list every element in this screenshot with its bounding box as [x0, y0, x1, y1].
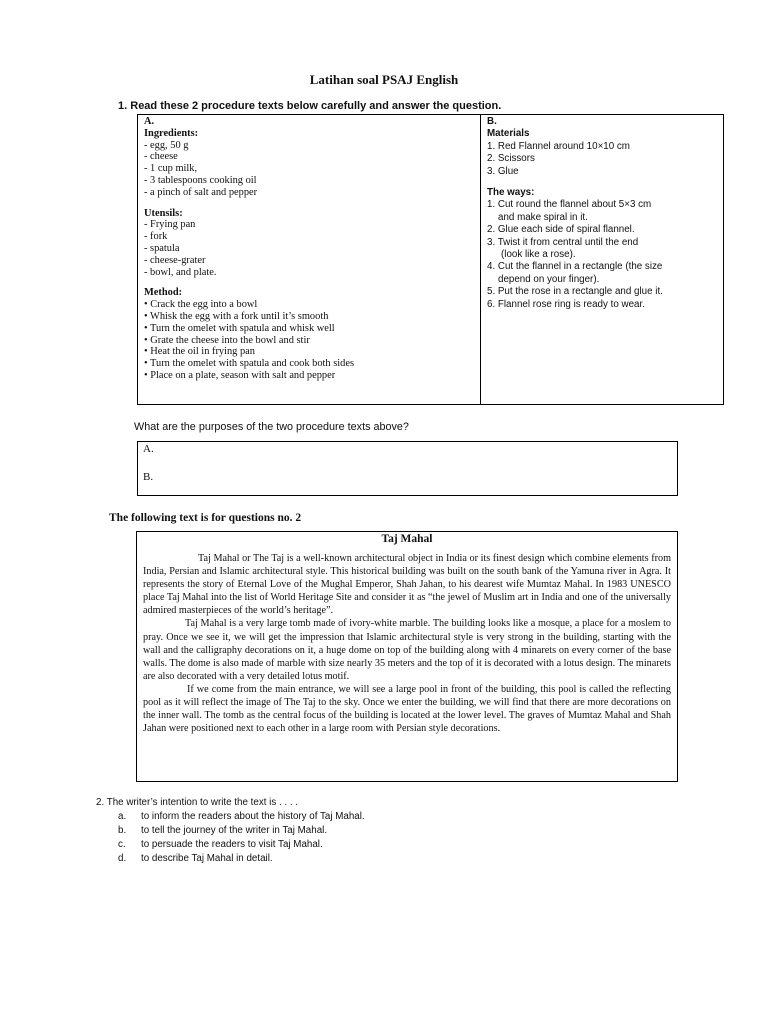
question-1	[118, 100, 501, 112]
reading-paragraph: Taj Mahal or The Taj is a well-known architectural object in India or its finest design which combine elements from India, Persian and Islamic architectural style. This historical building was built on the south bank of the Yamuna river in Agra. It represents the story of Eternal Love of the Mughal Emperor, Shah Jahan, to his dearest wife Mumtaz Mahal. In 1983 UNESCO place Taj Mahal into the list of World Heritage Site and consider it as “the jewel of Muslim art in India and one of the universally admired masterpieces of the world’s heritage”.	[143, 553, 671, 617]
method-step: • Grate the cheese into the bowl and stir	[144, 334, 310, 346]
way-line: 1. Cut round the flannel about 5×3 cm	[487, 199, 652, 211]
utensil-item: - bowl, and plate.	[144, 266, 217, 278]
ingredients-heading: Ingredients:	[144, 127, 199, 139]
way-line: depend on your finger).	[498, 273, 600, 285]
option-letter: b.	[118, 825, 127, 836]
method-list	[144, 299, 475, 382]
option-text: to inform the readers about the history of Taj Mahal.	[141, 811, 365, 822]
text-b-label: B.	[487, 116, 497, 127]
way-line: 4. Cut the flannel in a rectangle (the size	[487, 261, 663, 273]
option-a[interactable]	[96, 810, 365, 824]
utensil-item: - cheese-grater	[144, 254, 206, 266]
ways-heading: The ways:	[487, 187, 535, 199]
material-item: 1. Red Flannel around 10×10 cm	[487, 140, 630, 152]
materials-list	[487, 141, 717, 178]
method-step: • Whisk the egg with a fork until it’s smooth	[144, 310, 329, 322]
option-letter: a.	[118, 811, 127, 822]
utensils-heading: Utensils:	[144, 207, 183, 219]
question-1-text: Read these 2 procedure texts below carefully and answer the question.	[130, 100, 502, 112]
way-line: and make spiral in it.	[498, 211, 588, 223]
utensils-list	[144, 219, 475, 278]
question-1-number: 1.	[118, 100, 128, 112]
material-item: 3. Glue	[487, 165, 519, 177]
ingredient-item: - 3 tablespoons cooking oil	[144, 174, 257, 186]
answer-b-label: B.	[143, 471, 154, 483]
option-letter: d.	[118, 853, 127, 864]
reading-paragraph: Taj Mahal is a very large tomb made of ivory-white marble. The building looks like a mosque, a place for a moslem to pray. Once we see it, we will get the impression that Islamic architectural style is very strong in the building, starting with the wall and the calligraphy decorations on it, a huge dome on top of the building along with 4 minarets on every corner of the base walls. The dome is also made of marble with size nearly 35 meters and the top of it is decorated with a lotus design. The minarets are also decorated with a very detailed lotus motif.	[143, 618, 671, 682]
question-2	[96, 796, 365, 866]
ingredient-item: - egg, 50 g	[144, 139, 189, 151]
ingredients-list	[144, 140, 475, 199]
option-text: to persuade the readers to visit Taj Mahal.	[141, 839, 323, 850]
answer-box[interactable]	[137, 441, 678, 496]
material-item: 2. Scissors	[487, 153, 535, 165]
ingredient-item: - 1 cup milk,	[144, 163, 198, 175]
method-step: • Place on a plate, season with salt and pepper	[144, 369, 336, 381]
question-2-stem: 2. The writer’s intention to write the text is . . . .	[96, 797, 299, 808]
reading-title: Taj Mahal	[381, 533, 433, 545]
ingredient-item: - a pinch of salt and pepper	[144, 186, 258, 198]
utensil-item: - Frying pan	[144, 219, 196, 231]
method-heading: Method:	[144, 287, 183, 299]
reading-paragraph: If we come from the main entrance, we will see a large pool in front of the building, this pool is called the reflecting pool as it will reflect the image of The Taj to the sky. Once we enter the building, we will find that there are more decorations on the inner wall. The tomb as the central focus of the building is located at the lower level. The graves of Mumtaz Mahal and Shah Jahan were positioned next to each other in a large room with Persian style decorations.	[143, 683, 671, 735]
ways-list	[487, 199, 717, 311]
way-line: 3. Twist it from central until the end	[487, 236, 639, 248]
materials-heading: Materials	[487, 128, 530, 140]
option-c[interactable]	[96, 838, 365, 852]
procedure-text-a	[137, 114, 481, 405]
procedure-text-b	[480, 114, 724, 405]
option-letter: c.	[118, 839, 126, 850]
method-step: • Turn the omelet with spatula and whisk well	[144, 322, 335, 334]
way-line: (look like a rose).	[501, 249, 576, 261]
text-a-label: A.	[144, 116, 155, 127]
option-d[interactable]	[96, 852, 365, 866]
option-text: to describe Taj Mahal in detail.	[141, 853, 273, 864]
way-line: 5. Put the rose in a rectangle and glue it.	[487, 286, 663, 298]
way-line: 2. Glue each side of spiral flannel.	[487, 224, 635, 236]
option-text: to tell the journey of the writer in Taj Mahal.	[141, 825, 328, 836]
purpose-question: What are the purposes of the two procedure texts above?	[134, 421, 409, 433]
utensil-item: - spatula	[144, 242, 180, 254]
method-step: • Turn the omelet with spatula and cook both sides	[144, 358, 354, 370]
section-2-intro: The following text is for questions no. 2	[109, 512, 302, 524]
method-step: • Heat the oil in frying pan	[144, 346, 255, 358]
reading-passage	[136, 531, 678, 782]
utensil-item: - fork	[144, 231, 168, 243]
page-title: Latihan soal PSAJ English	[309, 72, 459, 87]
ingredient-item: - cheese	[144, 151, 178, 163]
way-line: 6. Flannel rose ring is ready to wear.	[487, 298, 645, 310]
option-b[interactable]	[96, 824, 365, 838]
method-step: • Crack the egg into a bowl	[144, 299, 258, 311]
answer-a-label: A.	[143, 443, 154, 455]
